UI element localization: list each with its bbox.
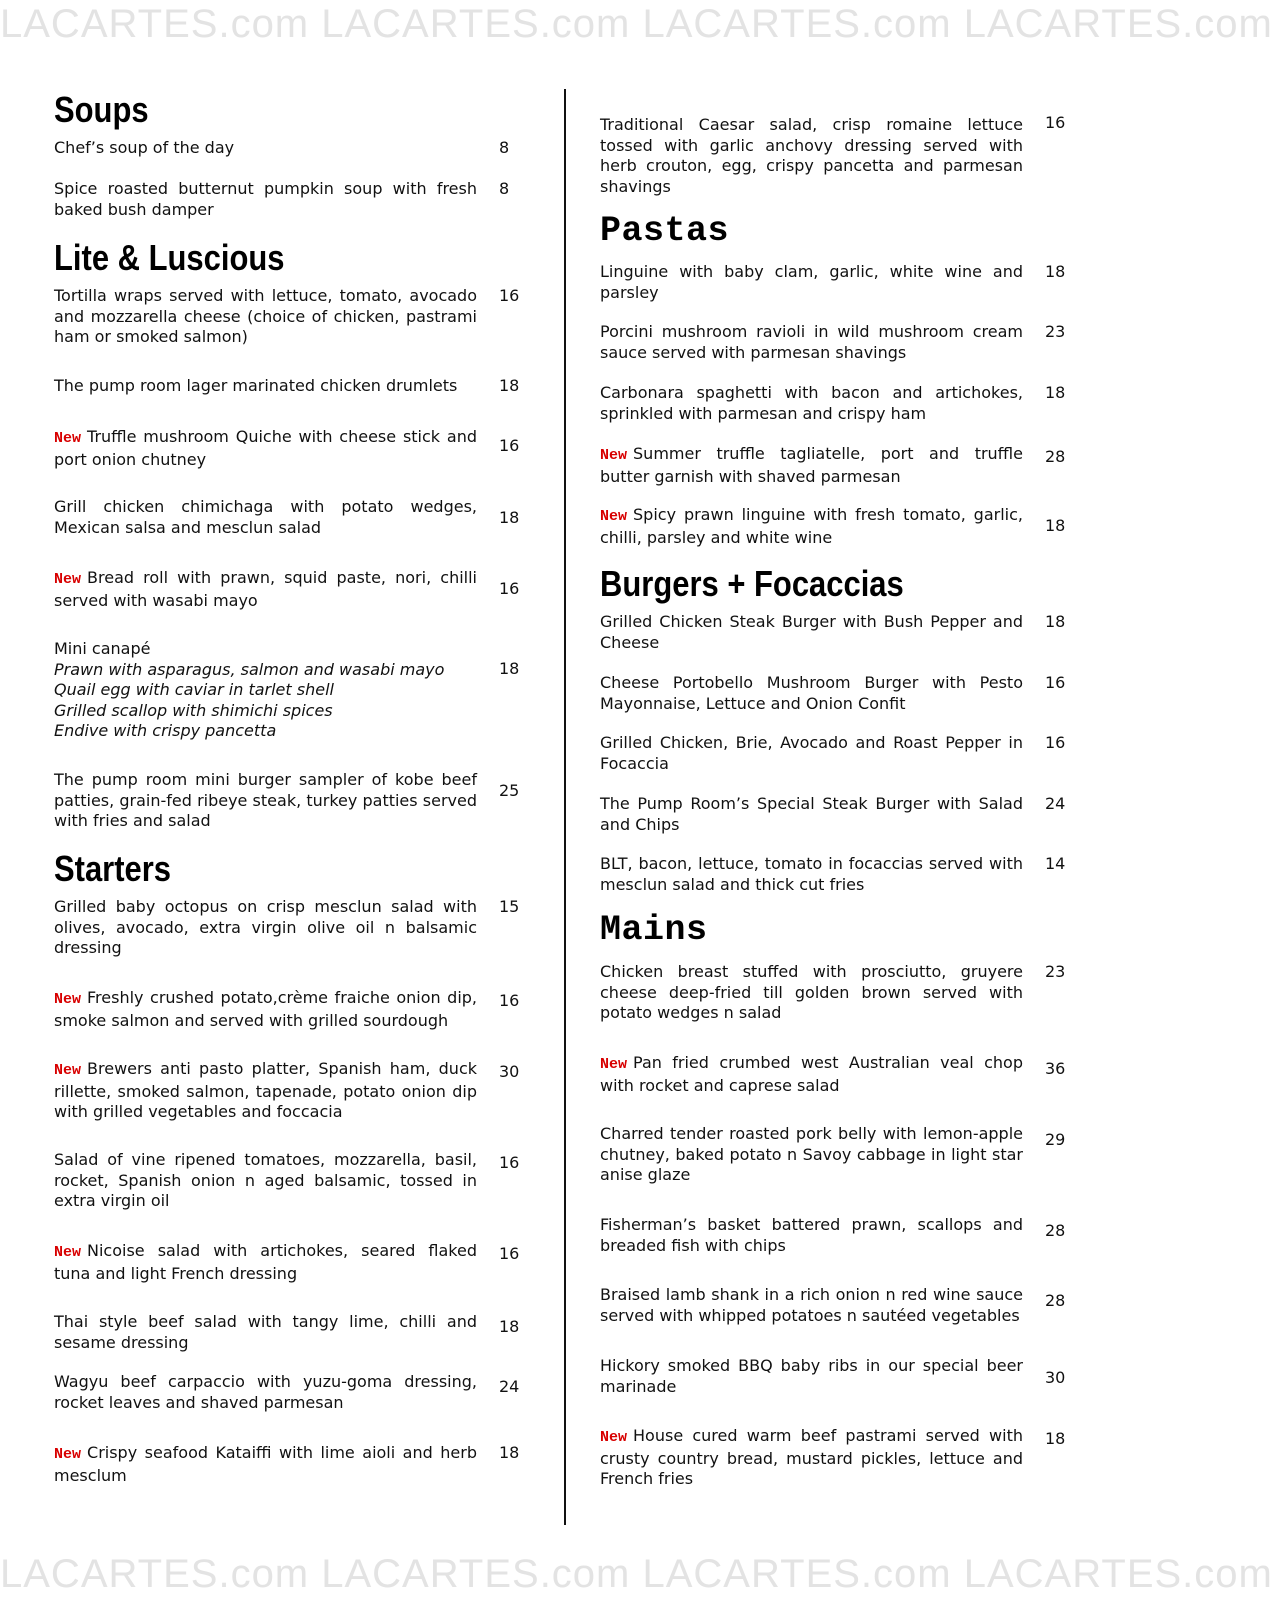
menu-item: [54, 639, 534, 742]
menu-item: [600, 854, 1080, 895]
menu-item: [600, 1215, 1080, 1256]
menu-item: [54, 497, 534, 538]
menu-item: [54, 568, 534, 611]
menu-item: [54, 286, 534, 348]
item-description: [600, 505, 1023, 548]
item-text: Summer truffle tagliatelle, port and truffle butter garnish with shaved parmesan: [600, 444, 1023, 486]
item-price: 23: [1045, 962, 1066, 981]
item-description: Spice roasted butternut pumpkin soup with fresh baked bush damper: [54, 179, 477, 219]
menu-item: [54, 376, 534, 397]
item-description: Cheese Portobello Mushroom Burger with Pesto Mayonnaise, Lettuce and Onion Confit: [600, 673, 1023, 713]
menu-item: [54, 427, 534, 470]
item-price: 18: [499, 508, 520, 527]
new-badge: New: [600, 1429, 628, 1446]
item-description: The Pump Room’s Special Steak Burger with Salad and Chips: [600, 794, 1023, 834]
menu-item: [54, 1372, 534, 1413]
item-price: 8: [499, 179, 510, 198]
menu-item: [600, 1356, 1080, 1397]
menu-item: [600, 733, 1080, 774]
new-badge: New: [54, 571, 82, 588]
menu-item: [600, 322, 1080, 363]
new-badge: New: [54, 430, 82, 447]
item-text: Bread roll with prawn, squid paste, nori, chilli served with wasabi mayo: [54, 568, 477, 610]
item-description: [54, 427, 477, 470]
menu-item: [600, 262, 1080, 303]
item-price: 18: [1045, 1429, 1066, 1448]
menu-item: [600, 794, 1080, 835]
new-badge: New: [54, 1446, 82, 1463]
menu-item: [54, 988, 534, 1031]
item-price: 18: [1045, 383, 1066, 402]
item-description: The pump room lager marinated chicken drumlets: [54, 376, 458, 395]
item-description: The pump room mini burger sampler of kobe beef patties, grain-fed ribeye steak, turkey patties served with fries and salad: [54, 770, 477, 830]
item-description: Salad of vine ripened tomatoes, mozzarella, basil, rocket, Spanish onion n aged balsamic, tossed in extra virgin oil: [54, 1150, 477, 1210]
item-price: 18: [1045, 262, 1066, 281]
item-description: [600, 1053, 1023, 1096]
item-price: 28: [1045, 1291, 1066, 1310]
item-price: 24: [499, 1377, 520, 1396]
section-title-starters: Starters: [54, 848, 172, 889]
item-text: Crispy seafood Kataiffi with lime aioli and herb mesclum: [54, 1443, 477, 1485]
item-price: 25: [499, 781, 520, 800]
item-text: Brewers anti pasto platter, Spanish ham, duck rillette, smoked salmon, tapenade, potato onion dip with grilled vegetables and foccacia: [54, 1059, 477, 1121]
item-description: [54, 639, 477, 742]
menu-item: [600, 444, 1080, 487]
item-description: [54, 988, 477, 1031]
section-title-burgers-focaccias: Burgers + Focaccias: [600, 563, 904, 604]
section-title-lite-luscious: Lite & Luscious: [54, 237, 285, 278]
item-description: Chef’s soup of the day: [54, 138, 235, 157]
item-price: 16: [1045, 733, 1066, 752]
item-description: Grilled Chicken Steak Burger with Bush Pepper and Cheese: [600, 612, 1023, 652]
item-price: 8: [499, 138, 510, 157]
menu-item: [600, 505, 1080, 548]
menu-item: [54, 138, 534, 159]
watermark-bottom: LACARTES.com LACARTES.com LACARTES.com LACARTES.com: [0, 1552, 1273, 1596]
item-price: 30: [1045, 1368, 1066, 1387]
item-description: [54, 1443, 477, 1486]
item-price: 16: [499, 286, 520, 305]
watermark-top: LACARTES.com LACARTES.com LACARTES.com LACARTES.com: [0, 2, 1273, 46]
section-title-pastas: Pastas: [600, 211, 730, 251]
new-badge: New: [54, 991, 82, 1008]
new-badge: New: [600, 508, 628, 525]
item-price: 18: [499, 1443, 520, 1462]
item-description: [54, 568, 477, 611]
item-description: Hickory smoked BBQ baby ribs in our special beer marinade: [600, 1356, 1023, 1396]
item-text: Truffle mushroom Quiche with cheese stick and port onion chutney: [54, 427, 477, 469]
item-description: Grilled baby octopus on crisp mesclun salad with olives, avocado, extra virgin olive oil n balsamic dressing: [54, 897, 477, 957]
item-description: Traditional Caesar salad, crisp romaine lettuce tossed with garlic anchovy dressing served with herb crouton, egg, crispy pancetta and parmesan shavings: [600, 115, 1023, 196]
item-description: Chicken breast stuffed with prosciutto, gruyere cheese deep-fried till golden brown served with potato wedges n salad: [600, 962, 1023, 1022]
item-price: 36: [1045, 1059, 1066, 1078]
item-price: 18: [499, 659, 520, 678]
menu-item: [600, 673, 1080, 714]
item-price: 16: [499, 991, 520, 1010]
menu-item: [600, 1124, 1080, 1186]
item-description: Braised lamb shank in a rich onion n red wine sauce served with whipped potatoes n sautéed vegetables: [600, 1285, 1023, 1325]
menu-item: [54, 1312, 534, 1353]
item-price: 28: [1045, 447, 1066, 466]
menu-item: [600, 1285, 1080, 1326]
item-description: Tortilla wraps served with lettuce, tomato, avocado and mozzarella cheese (choice of chicken, pastrami ham or smoked salmon): [54, 286, 477, 346]
item-description: Linguine with baby clam, garlic, white wine and parsley: [600, 262, 1023, 302]
item-description: Charred tender roasted pork belly with lemon-apple chutney, baked potato n Savoy cabbage in light star anise glaze: [600, 1124, 1023, 1184]
section-title-mains: Mains: [600, 910, 708, 950]
item-description: Porcini mushroom ravioli in wild mushroom cream sauce served with parmesan shavings: [600, 322, 1023, 362]
item-price: 16: [499, 436, 520, 455]
item-price: 14: [1045, 854, 1066, 873]
menu-item: [54, 770, 534, 832]
new-badge: New: [54, 1244, 82, 1261]
item-price: 30: [499, 1062, 520, 1081]
item-text: Freshly crushed potato,crème fraiche onion dip, smoke salmon and served with grilled sourdough: [54, 988, 477, 1030]
canape-line: Prawn with asparagus, salmon and wasabi mayo: [54, 659, 445, 679]
item-price: 18: [499, 376, 520, 395]
menu-item: [600, 962, 1080, 1024]
menu-item: [600, 1426, 1080, 1490]
item-text: House cured warm beef pastrami served with crusty country bread, mustard pickles, lettuce and French fries: [600, 1426, 1023, 1488]
item-description: [54, 1241, 477, 1284]
item-price: 16: [499, 1153, 520, 1172]
menu-item: [54, 179, 534, 220]
item-description: Carbonara spaghetti with bacon and artichokes, sprinkled with parmesan and crispy ham: [600, 383, 1023, 423]
item-price: 15: [499, 897, 520, 916]
item-price: 24: [1045, 794, 1066, 813]
item-description: BLT, bacon, lettuce, tomato in focaccias served with mesclun salad and thick cut fries: [600, 854, 1023, 894]
item-description: [54, 1059, 477, 1123]
menu-item: [54, 1443, 534, 1486]
item-text: Spicy prawn linguine with fresh tomato, garlic, chilli, parsley and white wine: [600, 505, 1023, 547]
item-description: Grill chicken chimichaga with potato wedges, Mexican salsa and mesclun salad: [54, 497, 477, 537]
item-description: [600, 1426, 1023, 1490]
item-price: 18: [1045, 612, 1066, 631]
item-price: 28: [1045, 1221, 1066, 1240]
item-price: 16: [499, 579, 520, 598]
menu-item: [54, 1241, 534, 1284]
canape-line: Quail egg with caviar in tarlet shell: [54, 680, 334, 699]
menu-item: [600, 1053, 1080, 1096]
item-price: 23: [1045, 322, 1066, 341]
item-price: 29: [1045, 1130, 1066, 1149]
item-description: Thai style beef salad with tangy lime, chilli and sesame dressing: [54, 1312, 477, 1352]
menu-item: [54, 1150, 534, 1212]
item-description: Fisherman’s basket battered prawn, scallops and breaded fish with chips: [600, 1215, 1023, 1255]
canape-line: Endive with crispy pancetta: [54, 721, 277, 740]
item-price: 18: [1045, 516, 1066, 535]
item-price: 16: [1045, 673, 1066, 692]
menu-item: [600, 612, 1080, 653]
item-text: Pan fried crumbed west Australian veal chop with rocket and caprese salad: [600, 1053, 1023, 1095]
item-description: Wagyu beef carpaccio with yuzu-goma dressing, rocket leaves and shaved parmesan: [54, 1372, 477, 1412]
item-description: Grilled Chicken, Brie, Avocado and Roast Pepper in Focaccia: [600, 733, 1023, 773]
item-description: [600, 444, 1023, 487]
item-price: 16: [1045, 113, 1066, 132]
column-divider: [564, 89, 566, 1525]
new-badge: New: [600, 1056, 628, 1073]
item-text: Mini canapé: [54, 639, 151, 658]
new-badge: New: [54, 1062, 82, 1079]
new-badge: New: [600, 447, 628, 464]
canape-line: Grilled scallop with shimichi spices: [54, 700, 333, 720]
menu-item: [600, 383, 1080, 424]
section-title-soups: Soups: [54, 89, 149, 130]
item-price: 18: [499, 1317, 520, 1336]
item-price: 16: [499, 1244, 520, 1263]
menu-item: [54, 1059, 534, 1123]
menu-item: [54, 897, 534, 959]
item-text: Nicoise salad with artichokes, seared flaked tuna and light French dressing: [54, 1241, 477, 1283]
menu-item: [600, 115, 1080, 197]
